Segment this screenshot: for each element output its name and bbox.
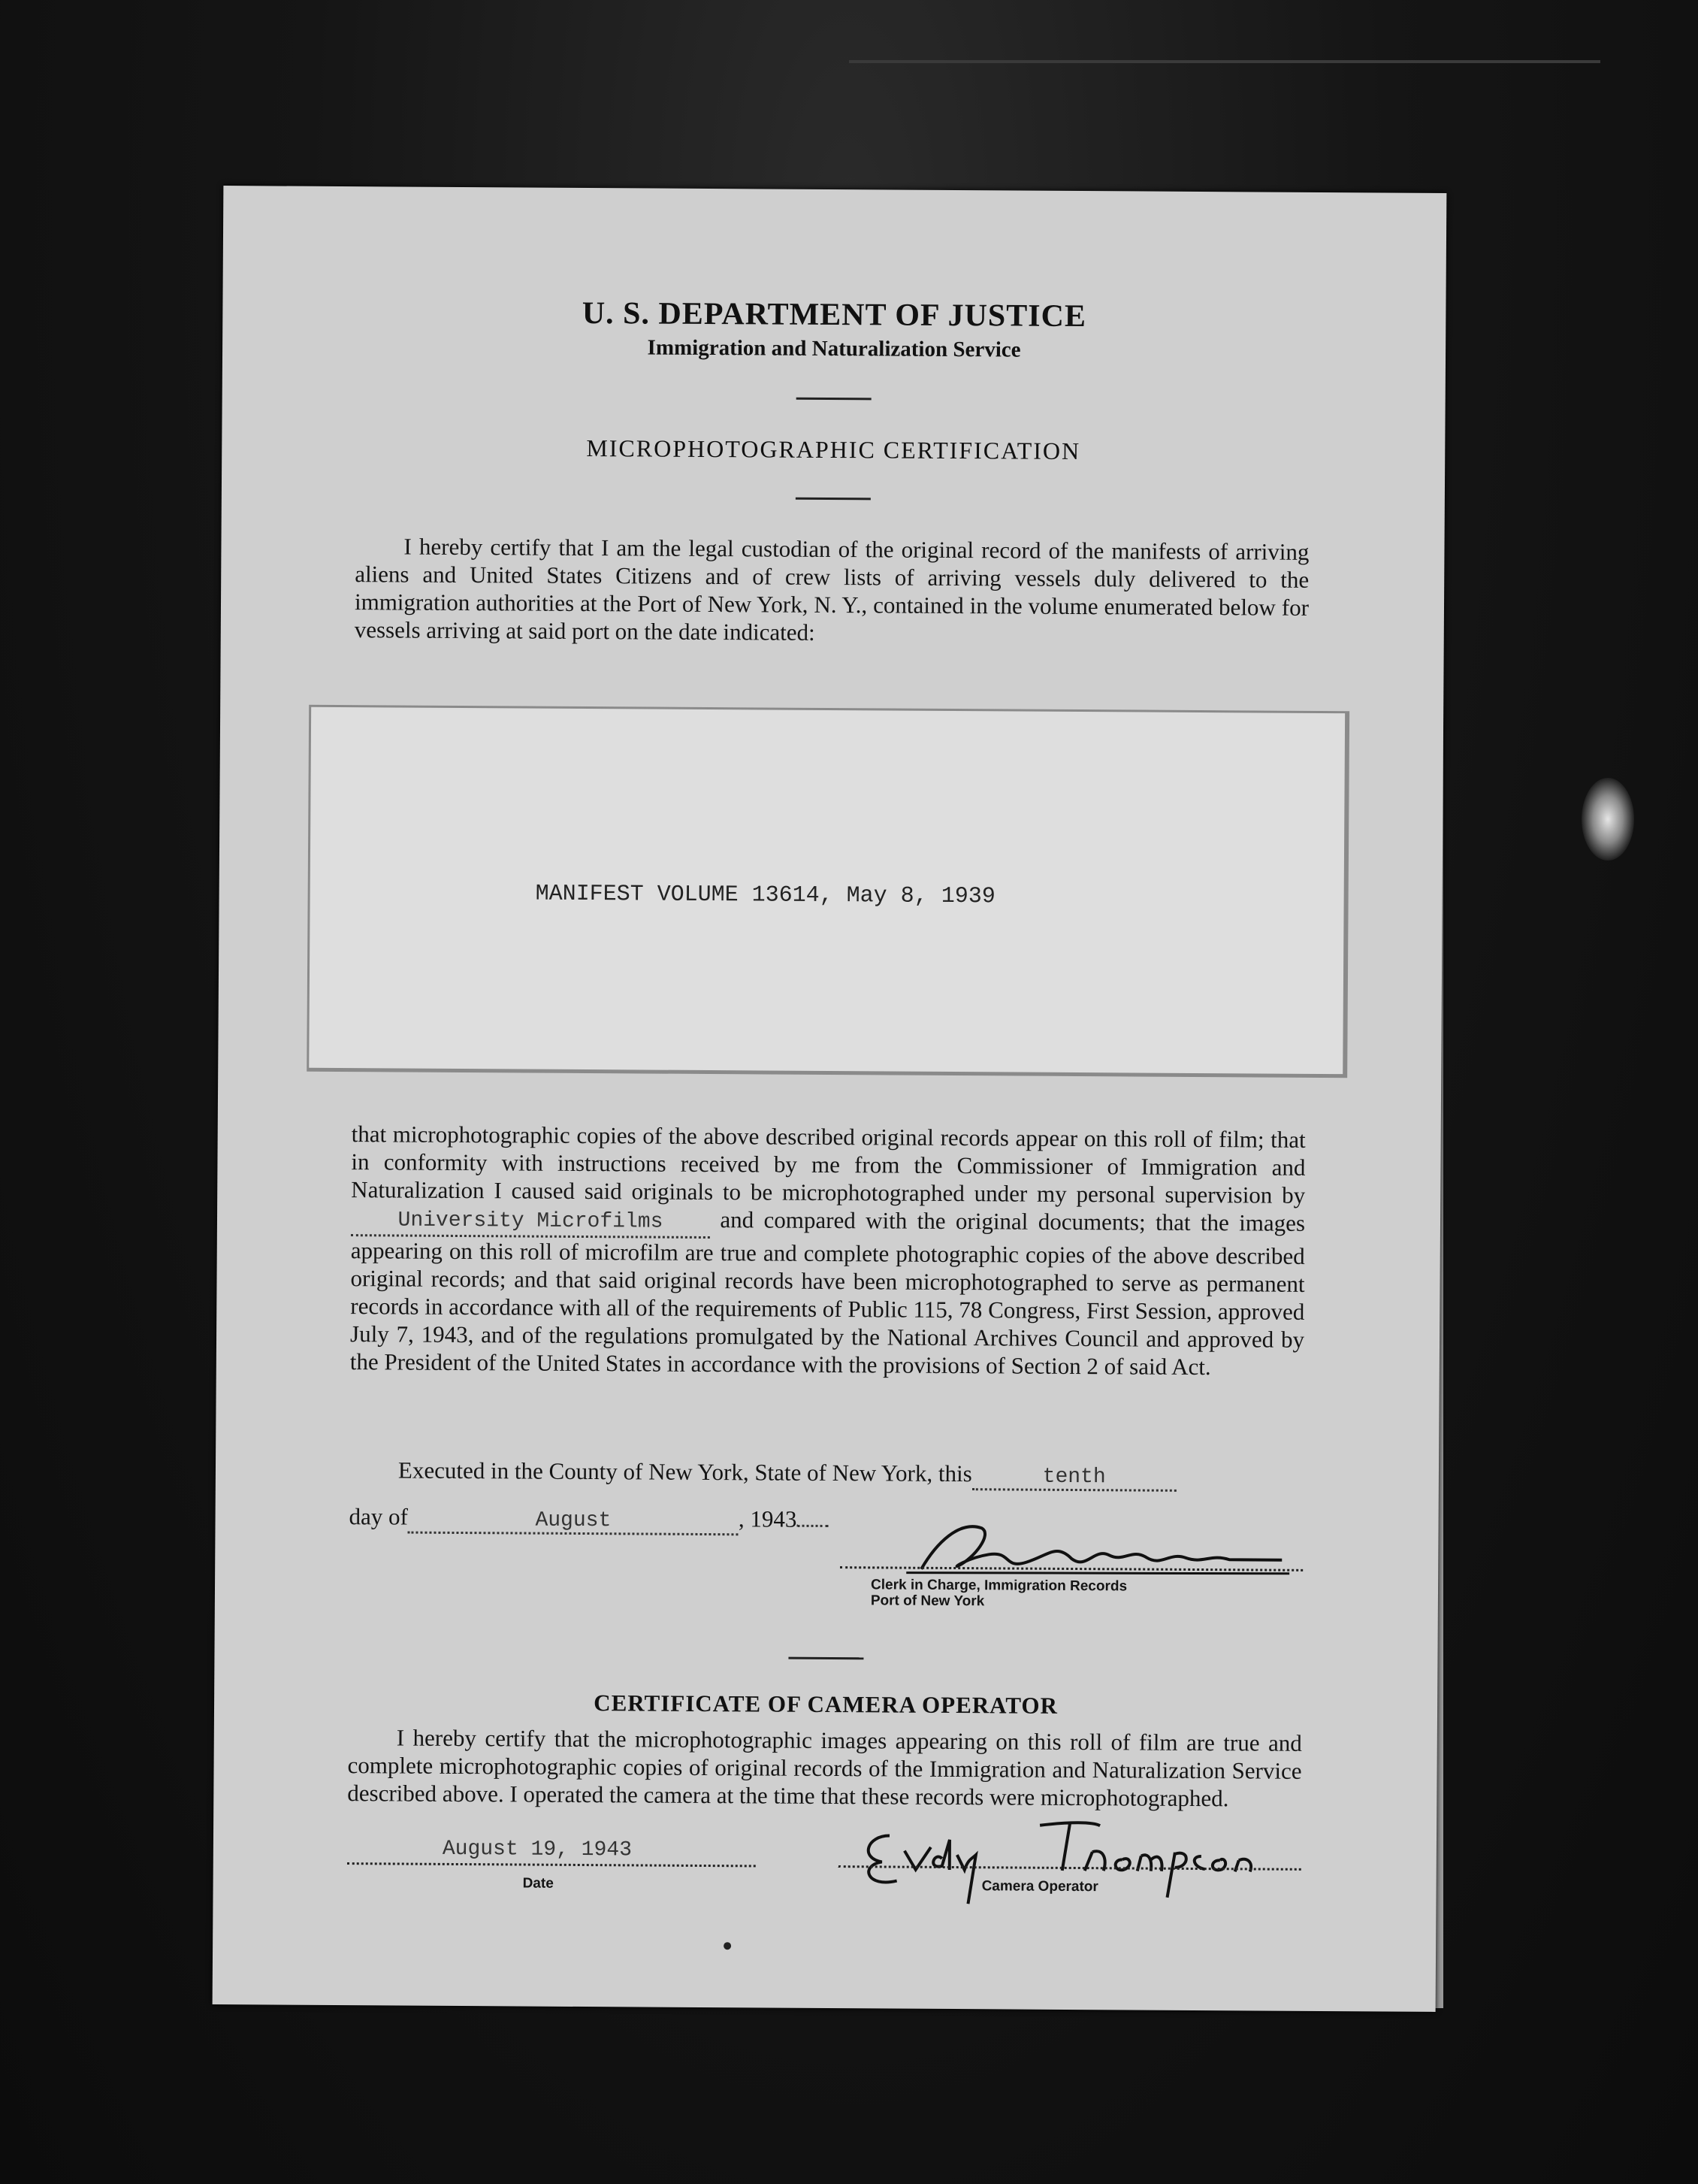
day-fill-line [972,1460,1177,1492]
date-value: August 19, 1943 [442,1837,633,1862]
body-paragraph [350,1120,1306,1381]
divider-rule [796,398,872,401]
execution-prefix: Executed in the County of New York, State of New York, this [397,1457,972,1487]
date-caption: Date [522,1875,554,1892]
month-line [349,1503,828,1536]
divider-rule [788,1657,863,1660]
film-light-flare [1582,778,1634,861]
intro-paragraph: I hereby certify that I am the legal custodian of the original record of the manifests of arriving aliens and United States Citizens and of crew lists of arriving vessels duly delivered to the immigration authorities at the Port of New York, N. Y., contained in the volume enumerated below for vessels arriving at said port on the date indicated: [354,533,1310,646]
certificate-page [213,186,1447,2012]
body-paragraph-end: and compared with the original documents; that the images appearing on this roll of microfilm are true and complete photographic copies of the above described original records; and that said original records have been microphotographed to serve as permanent records in accordance with all of the requirements of Public 115, 78 Congress, First Session, approved July 7, 1943, and of the regulations promulgated by the National Archives Council and approved by the President of the United States in accordance with the provisions of Section 2 of said Act. [349,1206,1306,1381]
camera-operator-caption: Camera Operator [981,1878,1098,1895]
day-of-label: day of [349,1503,409,1530]
clerk-signature [906,1513,1298,1583]
manifest-volume-text: MANIFEST VOLUME 13614, May 8, 1939 [535,881,996,910]
month-value: August [535,1508,612,1533]
day-value: tenth [1042,1465,1106,1490]
execution-line [398,1457,1177,1492]
date-line [347,1862,756,1867]
clerk-caption-port: Port of New York [870,1593,985,1610]
camera-certificate-title: CERTIFICATE OF CAMERA OPERATOR [594,1689,1059,1719]
ink-dot [724,1942,731,1950]
year-fill-line [796,1525,828,1527]
service-subtitle: Immigration and Naturalization Service [647,335,1021,362]
manifest-slip [307,705,1349,1078]
certification-title: MICROPHOTOGRAPHIC CERTIFICATION [586,434,1081,465]
month-fill-line [408,1504,739,1536]
camera-paragraph: I hereby certify that the microphotographic images appearing on this roll of film are true and complete microphotographic copies of original records of the Immigration and Naturalization Service described above. I operated the camera at the time that these records were microphotographed. [347,1724,1302,1812]
clerk-caption [871,1577,1127,1610]
body-paragraph-start: that microphotographic copies of the above described original records appear on this roll of film; that in conformity with instructions received by me from the Commissioner of Immigration and Naturalization I caused said originals to be microphotographed under my personal supervision by [351,1121,1306,1208]
camera-operator-signature [844,1805,1265,1913]
year-text: , 1943 [738,1505,797,1532]
department-title: U. S. DEPARTMENT OF JUSTICE [582,295,1087,334]
supervisor-fill-line [351,1203,710,1239]
supervisor-value: University Microfilms [397,1208,663,1234]
clerk-caption-title: Clerk in Charge, Immigration Records [870,1577,1128,1595]
film-scratch [849,60,1600,63]
divider-rule [796,498,871,501]
